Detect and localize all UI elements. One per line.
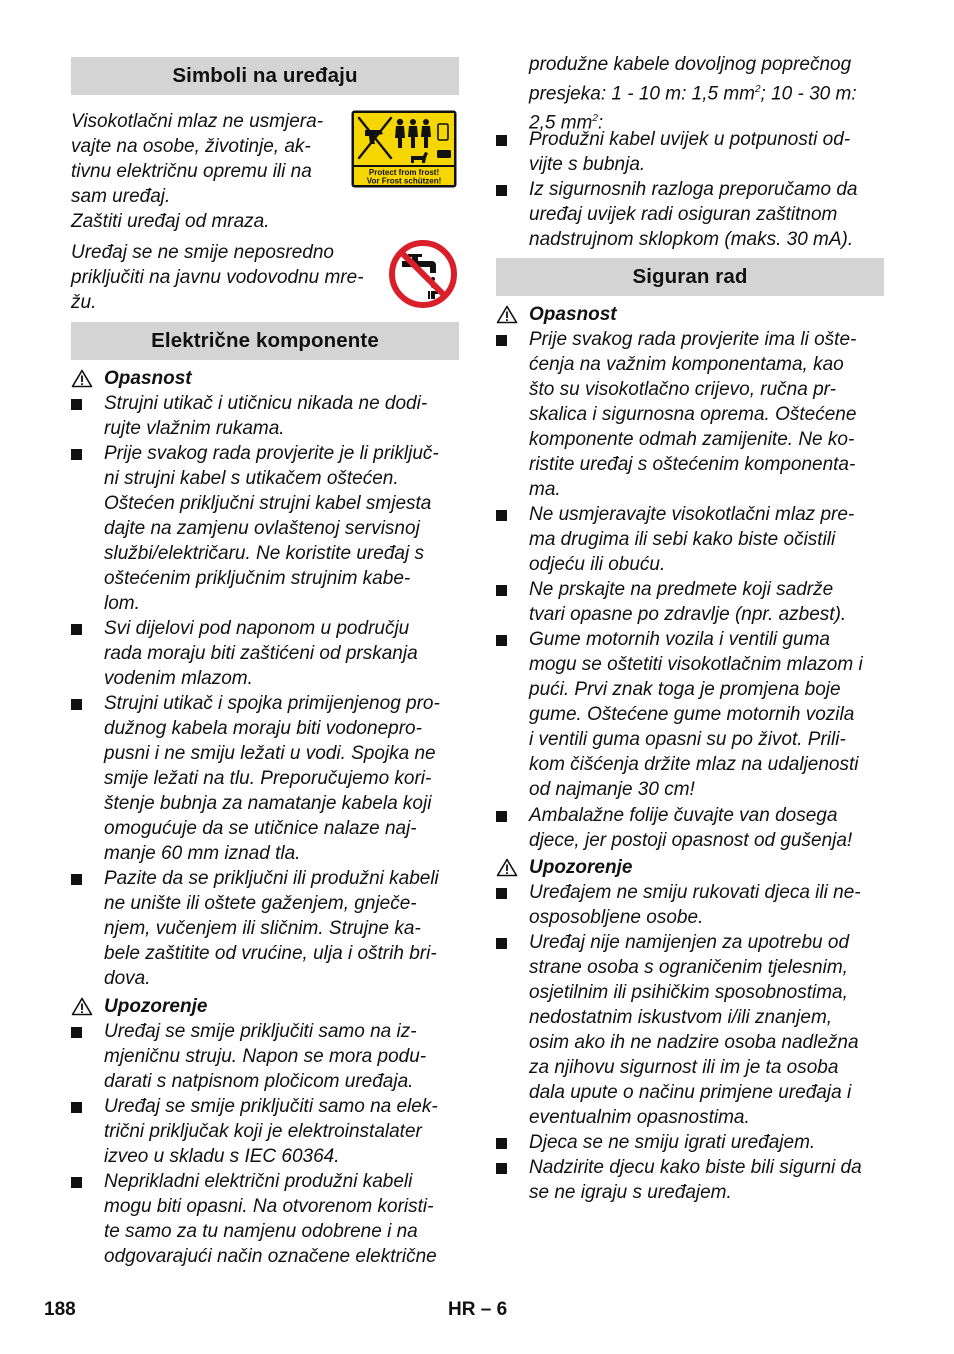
safe-work-heading: Siguran rad <box>496 258 884 296</box>
electrical-components-heading: Električne komponente <box>71 322 459 360</box>
section-page-label: HR – 6 <box>448 1299 508 1320</box>
danger-label-safety <box>496 302 884 327</box>
bullet-square-icon <box>496 185 507 196</box>
bullet-square-icon <box>71 624 82 635</box>
bullet-square-icon <box>496 1138 507 1149</box>
manual-page: Simboli na uređaju Visokotlačni mlaz ne usmjera- vajte na osobe, životinje, ak- tivnu električnu opremu ili na sam uređaj. Zaštiti uređaj od mraza. Uređaj se ne smije neposredno priključiti na javnu vodovodnu mre- žu. Električne komponente Opasnost Strujni utikač i utičnicu nikada ne dodi- rujte vlažnim rukama. Prije svakog rada provjerite je li priključ- ni strujni kabel s utikačem oštećen. Oštećen priključni strujni kabel smjesta dajte na zamjenu ovlaštenoj servisnoj službi/električaru. Ne koristite uređaj s oštećenim priključnim strujnim kabe- lom. Svi dijelovi pod naponom u području rada moraju biti zaštićeni od prskanja vodenim mlazom. Strujni utikač i spojka primijenjenog pro- dužnog kabela moraju biti vodonepro- pusni i ne smiju ležati u vodi. Spojka ne smije ležati na tlu. Preporučujemo kori- štenje bubnja za namatanje kabela koji omogućuje da se utičnice nalaze naj- manje 60 mm iznad tla. Pazite da se priključni ili produžni kabeli ne unište ili oštete gaženjem, gnječe- njem, vučenjem ili sličnim. Strujne ka- bele zaštitite od vrućine, ulja i oštrih bri- dova. Upozorenje Uređaj se smije priključiti samo na iz- mjeničnu struju. Napon se mora podu- darati s natpisnom pločicom uređaja. Uređaj se smije priključiti samo na elek- trični priključak koji je elektroinstalater izveo u skladu s IEC 60364. Neprikladni električni produžni kabeli mogu biti opasni. Na otvorenom koristi- te samo za tu namjenu odobrene i na odgovarajući način označene električne Protect from frost! Vor Frost schützen! produžne kabele dovoljnog poprečnog presjeka: 1 - 10 m: 1,5 $mm^2$; 10 - 30 m: 2,5 $mm^2$: Produžni kabel uvijek u potpunosti od- vijte s bubnja. Iz sigurnosnih razloga preporučamo da uređaj uvijek radi osiguran zaštitnom nadstrujnom sklopkom (maks. 30 mA). Siguran rad Opasnost Prije svakog rada provjerite ima li ošte- ćenja na važnim komponentama, kao što su visokotlačno crijevo, ručna pr- skalica i sigurnosna oprema. Oštećene komponente odmah zamijenite. Ne ko- ristite uređaj s oštećenim komponenta- ma. Ne usmjeravajte visokotlačni mlaz pre- ma drugima ili sebi kako biste očistili odjeću ili obuću. Ne prskajte na predmete koji sadrže tvari opasne po zdravlje (npr. azbest). Gume motornih vozila i ventili guma mogu se oštetiti visokotlačnim mlazom i pući. Prvi znak toga je promjena boje gume. Oštećene gume motornih vozila i ventili guma opasni su po život. Prili- kom čišćenja držite mlaz na udaljenosti od najmanje 30 cm! Ambalažne folije čuvajte van dosega djece, jer postoji opasnost od gušenja! Upozorenje Uređajem ne smiju rukovati djeca ili ne- osposobljene osobe. Uređaj nije namijenjen za upotrebu od strane osoba s ograničenim tjelesnim, osjetilnim ili psihičkim sposobnostima, nedostatnim iskustvom i/ili znanjem, osim ako ih ne nadzire osoba nadležna za njihovu sigurnost ili im je ta osoba dala upute o načinu primjene uređaja i eventualnim opasnostima. Djeca se ne smiju igrati uređajem. Nadzirite djecu kako biste bili sigurni da se ne igraju s uređajem. 188 HR – 6 <box>0 0 954 1354</box>
danger-label-electrical <box>71 366 459 391</box>
bullet-square-icon <box>496 635 507 646</box>
bullet-square-icon <box>71 1102 82 1113</box>
bullet-square-icon <box>496 335 507 346</box>
no-drinking-water-connection-icon <box>388 239 458 309</box>
warning-label-text: Upozorenje <box>529 857 633 878</box>
bullet-square-icon <box>496 135 507 146</box>
warning-triangle-icon <box>496 305 518 324</box>
warning-label-text: Upozorenje <box>104 996 208 1017</box>
bullet-square-icon <box>71 874 82 885</box>
bullet-square-icon <box>496 938 507 949</box>
page-number: 188 <box>44 1299 76 1320</box>
bullet-square-icon <box>496 811 507 822</box>
symbols-paragraph-frost: Visokotlačni mlaz ne usmjera- vajte na osobe, životinje, ak- tivnu električnu opremu ili na sam uređaj. Zaštiti uređaj od mraza. <box>71 111 324 232</box>
frost-warning-sign-icon <box>351 110 457 188</box>
bullet-square-icon <box>71 699 82 710</box>
bullet-square-icon <box>71 399 82 410</box>
bullet-square-icon <box>496 510 507 521</box>
symbols-heading: Simboli na uređaju <box>71 57 459 95</box>
frost-label-line1: Protect from frost! <box>368 168 440 177</box>
warning-triangle-icon <box>71 997 93 1016</box>
warning-label-safety <box>496 855 884 880</box>
danger-label-text: Opasnost <box>104 368 192 389</box>
continuation-text: produžne kabele dovoljnog poprečnog presjeka: 1 - 10 m: 1,5 $mm^2$; 10 - 30 m: 2,5 $mm^2$: <box>529 54 857 134</box>
bullet-square-icon <box>71 449 82 460</box>
symbols-paragraph-no-mains-water: Uređaj se ne smije neposredno priključiti na javnu vodovodnu mre- žu. <box>71 242 364 313</box>
frost-label-line2: Vor Frost schützen! <box>366 176 442 186</box>
bullet-square-icon <box>496 585 507 596</box>
warning-label-electrical <box>71 994 459 1019</box>
bullet-square-icon <box>496 888 507 899</box>
warning-triangle-icon <box>71 369 93 388</box>
bullet-square-icon <box>496 1163 507 1174</box>
warning-triangle-icon <box>496 858 518 877</box>
danger-label-text: Opasnost <box>529 304 617 325</box>
bullet-square-icon <box>71 1177 82 1188</box>
bullet-square-icon <box>71 1027 82 1038</box>
